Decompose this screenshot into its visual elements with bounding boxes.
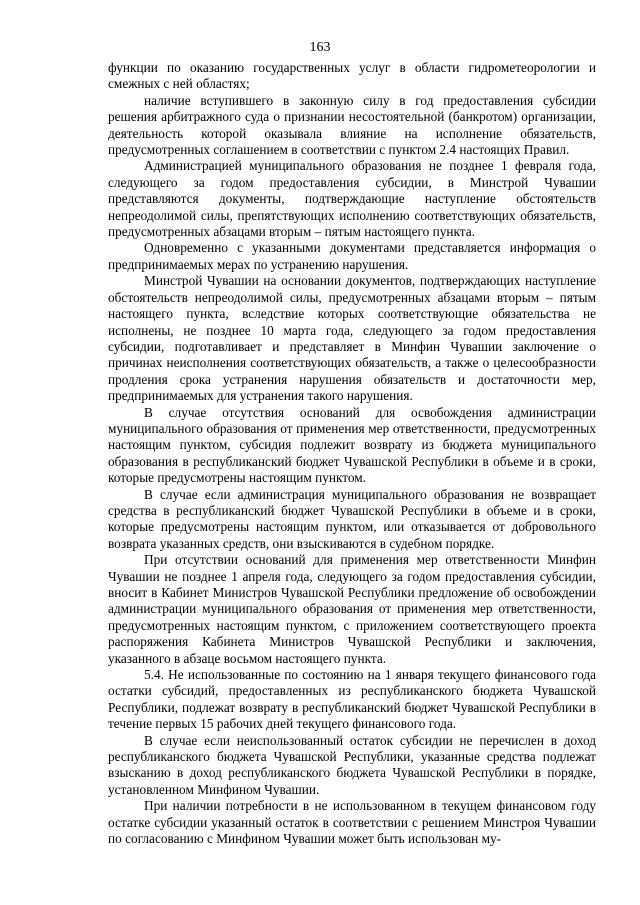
paragraph-section-5-4: 5.4. Не использованные по состоянию на 1 января текущего финансового года остатки субсидий, предоставленных из республиканского бюджета Чувашской Республики, подлежат возврату в республиканский бюджет Чувашской Республики в течение первых 15 рабочих дней текущего финансового года. <box>108 667 596 732</box>
paragraph: В случае если неиспользованный остаток субсидии не перечислен в доход республиканского бюджета Чувашской Республики, указанные средства подлежат взысканию в доход республиканского бюджета Чувашской Республики в порядке, установленном Минфином Чувашии. <box>108 732 596 797</box>
paragraph: При наличии потребности в не использованном в текущем финансовом году остатке субсидии указанный остаток в соответствии с решением Минстроя Чувашии по согласованию с Минфином Чувашии может быть использован му- <box>108 798 596 847</box>
paragraph: Минстрой Чувашии на основании документов, подтверждающих наступление обстоятельств непреодолимой силы, предусмотренных абзацами вторым – пятым настоящего пункта, вследствие которых соответствующие обязательства не исполнены, не позднее 10 марта года, следующего за годом предоставления субсидии, подготавливает и представляет в Минфин Чувашии заключение о причинах неисполнения соответствующих обязательств, а также о целесообразности продления срока устранения нарушения обязательств и достаточности мер, предпринимаемых для устранения такого нарушения. <box>108 273 596 404</box>
paragraph: наличие вступившего в законную силу в год предоставления субсидии решения арбитражного суда о признании несостоятельной (банкротом) организации, деятельность которой оказывала влияние на исполнение обязательств, предусмотренных соглашением в соответствии с пунктом 2.4 настоящих Правил. <box>108 92 596 158</box>
paragraph-continued: функции по оказанию государственных услуг в области гидрометеорологии и смежных с ней областях; <box>108 60 596 92</box>
page-number: 163 <box>309 40 331 55</box>
document-body <box>108 60 596 848</box>
paragraph: Администрацией муниципального образования не позднее 1 февраля года, следующего за годом предоставления субсидии, в Минстрой Чувашии представляются документы, подтверждающие наступление обстоятельств непреодолимой силы, препятствующих исполнению соответствующих обязательств, предусмотренных абзацами вторым – пятым настоящего пункта. <box>108 158 596 240</box>
paragraph: В случае отсутствия оснований для освобождения администрации муниципального образования от применения мер ответственности, предусмотренных настоящим пунктом, субсидия подлежит возврату из бюджета муниципального образования в республиканский бюджет Чувашской Республики в объеме и в сроки, которые предусмотрены настоящим пунктом. <box>108 404 596 486</box>
paragraph: При отсутствии оснований для применения мер ответственности Минфин Чувашии не позднее 1 апреля года, следующего за годом предоставления субсидии, вносит в Кабинет Министров Чувашской Республики предложение об освобождении администрации муниципального образования от применения мер ответственности, предусмотренных настоящим пунктом, с приложением соответствующего проекта распоряжения Кабинета Министров Чувашской Республики и заключения, указанного в абзаце восьмом настоящего пункта. <box>108 552 596 666</box>
paragraph: Одновременно с указанными документами представляется информация о предпринимаемых мерах по устранению нарушения. <box>108 240 596 272</box>
paragraph: В случае если администрация муниципального образования не возвращает средства в республиканский бюджет Чувашской Республики в объеме и в сроки, которые предусмотрены настоящим пунктом, или отказывается от добровольного возврата указанных средств, они взыскиваются в судебном порядке. <box>108 486 596 551</box>
